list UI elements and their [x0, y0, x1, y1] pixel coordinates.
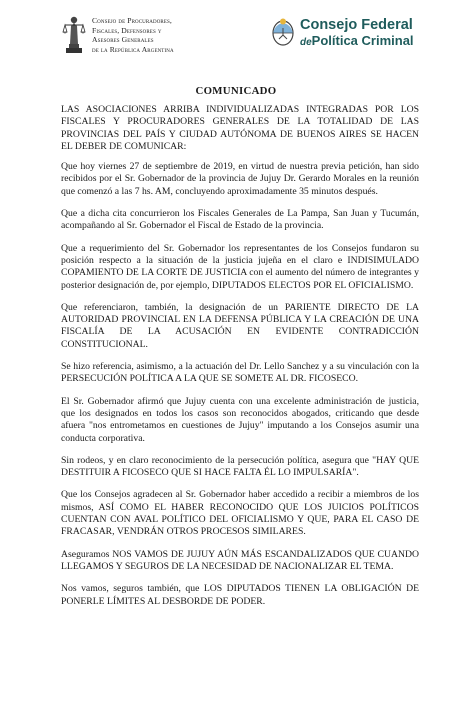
left-organization-name [92, 16, 174, 54]
paragraph: Que los Consejos agradecen al Sr. Gobernador haber accedido a recibir a miembros de los mismos, ASÍ COMO EL HABER RECONOCIDO QUE LOS JUICIOS POLÍTICOS CUENTAN CON AVAL POLÍTICO DEL OFICIALISMO Y QUE, PARA EL CASO DE FRACASAR, VENDRÁN OTROS PROCESOS SIMILARES. [61, 489, 419, 538]
paragraph: El Sr. Gobernador afirmó que Jujuy cuenta con una excelente administración de justicia, que los designados en todos los casos son reconocidos abogados, criticando que desde afuera "nos entrometamos en cuestiones de Jujuy" imputando a los Consejos asumir una conducta corporativa. [61, 395, 419, 444]
paragraph: Que a requerimiento del Sr. Gobernador los representantes de los Consejos fundaron su posición respecto a la situación de la justicia jujeña en el claro e INDISIMULADO COPAMIENTO DE LA CORTE DE JUSTICIA con el aumento del número de integrantes y posterior designación de, por ejemplo, DIPUTADOS ELECTOS POR EL OFICIALISMO. [61, 242, 419, 291]
left-org-line: Fiscales, Defensores y [92, 25, 162, 35]
justice-statue-icon [62, 12, 86, 59]
left-org-line: de la República Argentina [92, 44, 174, 54]
paragraph: Que a dicha cita concurrieron los Fiscales Generales de La Pampa, San Juan y Tucumán, acompañando al Sr. Gobernador el Fiscal de Estado de la provincia. [61, 208, 419, 232]
document-body [61, 104, 419, 608]
paragraph: Nos vamos, seguros también, que LOS DIPUTADOS TIENEN LA OBLIGACIÓN DE PONERLE LÍMITES AL DESBORDE DE PODER. [61, 583, 419, 607]
right-org-line1: Consejo Federal [300, 17, 413, 33]
argentina-shield-icon [271, 17, 295, 52]
right-organization-name [300, 18, 414, 50]
paragraph: Que referenciaron, también, la designación de un PARIENTE DIRECTO DE LA AUTORIDAD PROVINCIAL EN LA DEFENSA PÚBLICA Y LA CREACIÓN DE UNA FISCALÍA DE LA ACUSACIÓN EN EVIDENTE CONTRADICCIÓN CONSTITUCIONAL. [61, 301, 419, 350]
left-org-line: Consejo de Procuradores, [92, 16, 172, 25]
right-org-de: de [300, 37, 312, 48]
paragraph: Sin rodeos, y en claro reconocimiento de la persecución política, asegura que "HAY QUE DESTITUIR A FICOSECO QUE SI HACE FALTA ÉL LO IMPULSARÍA". [61, 454, 419, 479]
document-title: COMUNICADO [195, 85, 277, 97]
letterhead [0, 0, 472, 70]
left-org-line: Asesores Generales [92, 35, 154, 45]
right-org-line2-text: Política Criminal [311, 33, 414, 48]
paragraph: Se hizo referencia, asimismo, a la actuación del Dr. Lello Sanchez y a su vinculación con la PERSECUCIÓN POLÍTICA A LA QUE SE SOMETE AL DR. FICOSECO. [61, 361, 419, 385]
paragraph: Aseguramos NOS VAMOS DE JUJUY AÚN MÁS ESCANDALIZADOS QUE CUANDO LLEGAMOS Y SEGUROS DE LA NECESIDAD DE NACIONALIZAR EL TEMA. [61, 548, 419, 572]
paragraph: Que hoy viernes 27 de septiembre de 2019, en virtud de nuestra previa petición, han sido recibidos por el Sr. Gobernador de la provincia de Jujuy Dr. Gerardo Morales en la reunión que comenzó a las 7 hs. AM, concluyendo aproximadamente 35 minutos después. [61, 161, 419, 197]
paragraph: LAS ASOCIACIONES ARRIBA INDIVIDUALIZADAS INTEGRADAS POR LOS FISCALES Y PROCURADORES GENERALES DE LA TOTALIDAD DE LAS PROVINCIAS DEL PAÍS Y CIUDAD AUTÓNOMA DE BUENOS AIRES SE HACEN EL DEBER DE COMUNICAR: [61, 104, 419, 152]
right-org-line2 [300, 33, 414, 50]
